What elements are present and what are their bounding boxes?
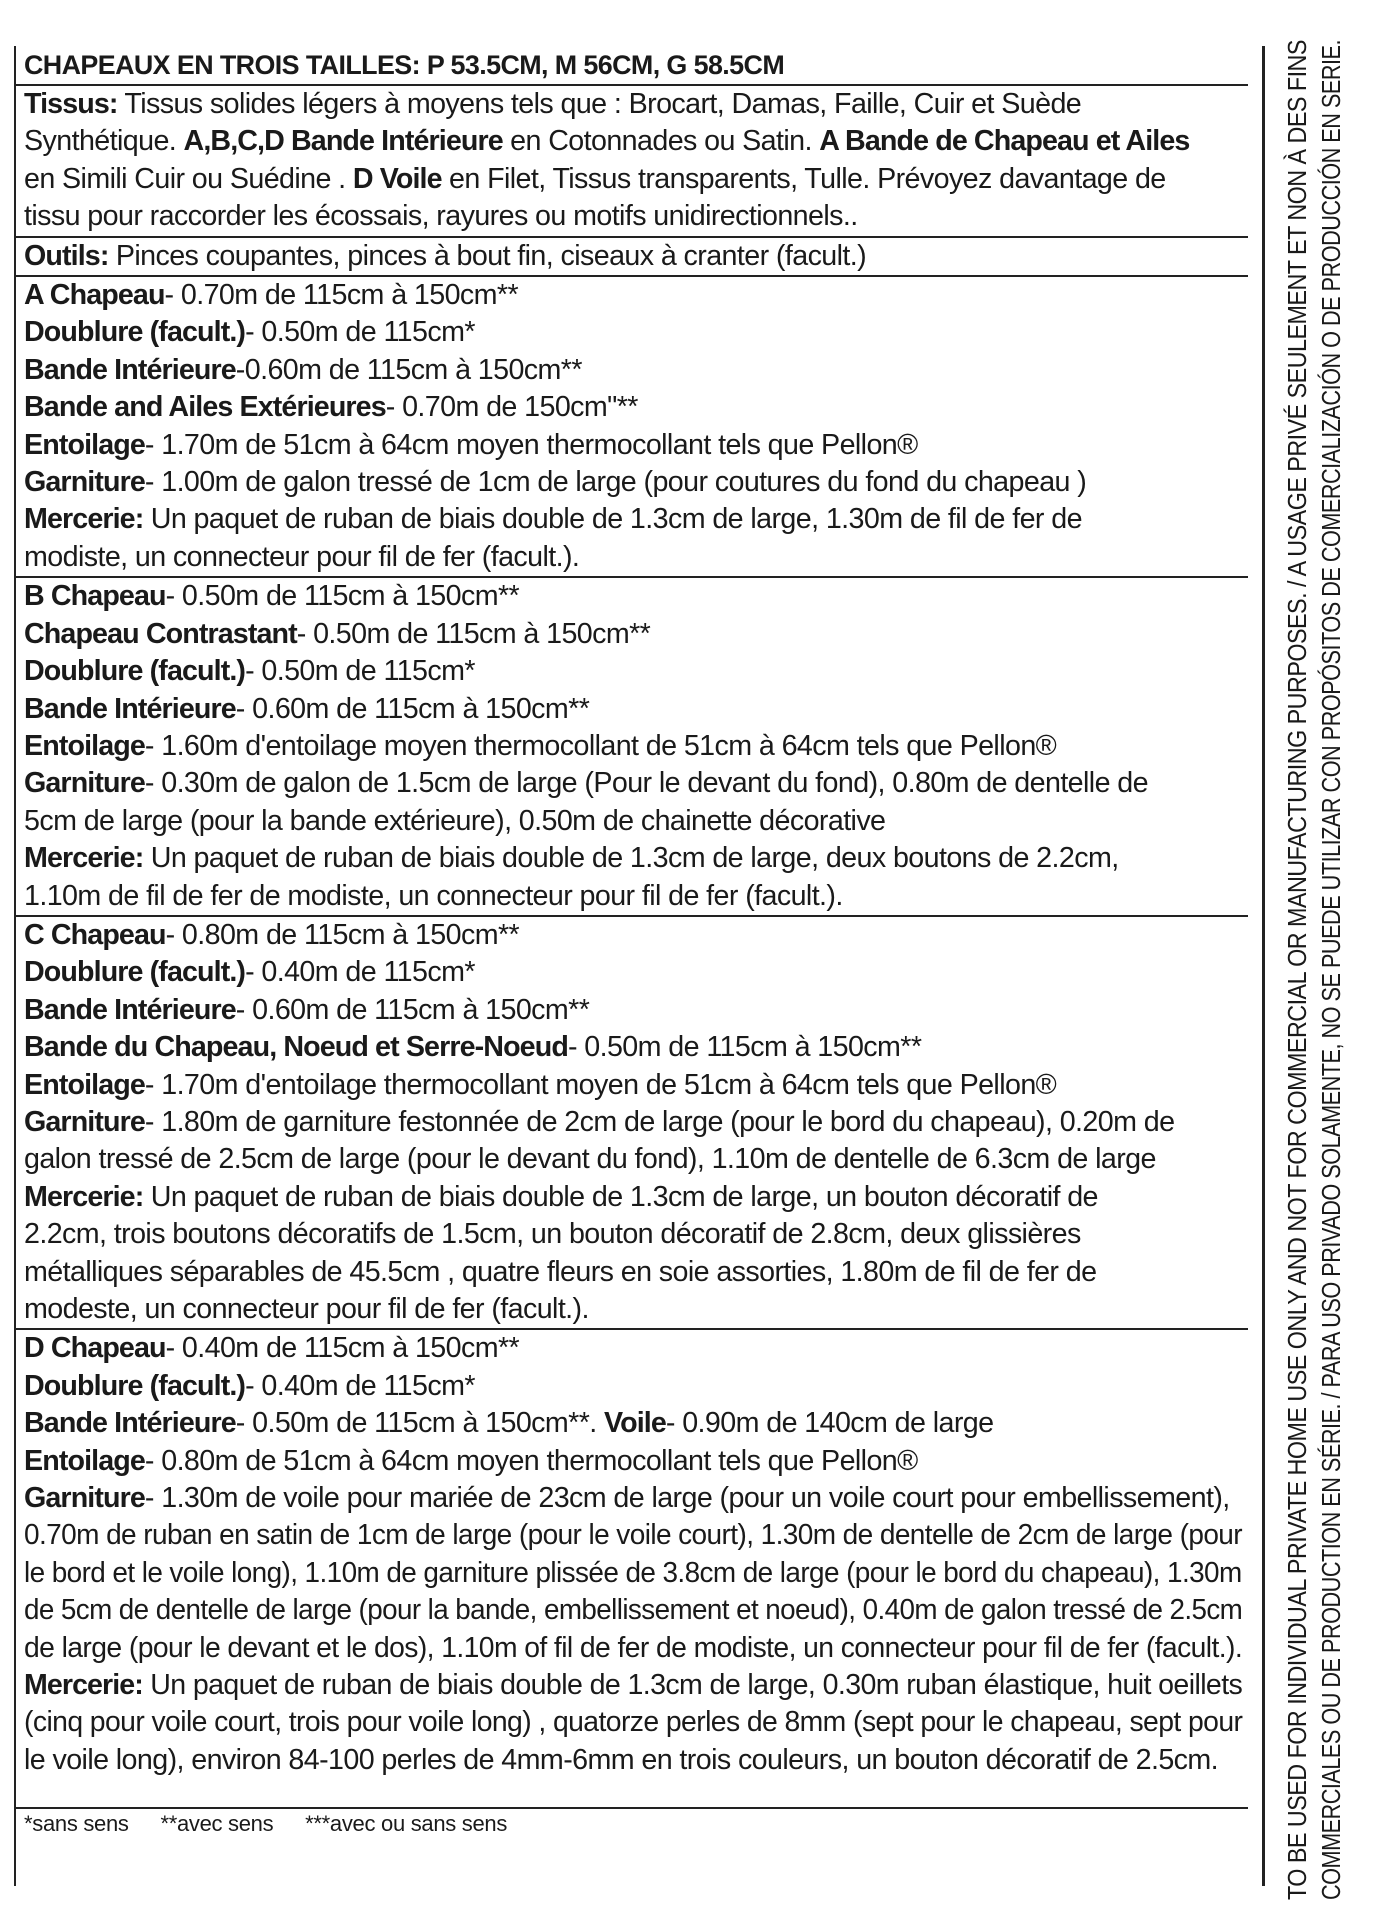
text-run: tissu pour raccorder les écossais, rayures ou motifs unidirectionnels..: [24, 200, 858, 233]
text-line: [24, 123, 1242, 160]
text-run: Un paquet de ruban de biais double de 1.3cm de large, 1.30m de fil de fer de: [143, 503, 1082, 536]
bold-label: C Chapeau: [24, 918, 166, 951]
text-line: [24, 314, 1242, 351]
bold-label: A Chapeau: [24, 279, 165, 312]
text-line: [24, 954, 1242, 991]
usage-disclaimer: [1280, 20, 1348, 1900]
text-line: [24, 389, 1242, 426]
text-line: [24, 1254, 1242, 1291]
text-run: Synthétique.: [24, 125, 184, 158]
text-line: [24, 1216, 1242, 1253]
text-run: Tissus solides légers à moyens tels que : Brocart, Damas, Faille, Cuir et Suède: [117, 88, 1082, 120]
text-line: [24, 765, 1242, 802]
text-run: - 1.30m de voile pour mariée de 23cm de large (pour un voile court pour embellissement),: [144, 1482, 1230, 1515]
text-line: [24, 1555, 1242, 1592]
text-line: [24, 1443, 1242, 1480]
bold-label: Bande Intérieure: [24, 993, 236, 1026]
text-line: [24, 691, 1242, 728]
sizes-title: [16, 46, 1252, 84]
text-run: - 0.70m de 150cm"**: [385, 391, 638, 424]
text-line: [24, 992, 1242, 1029]
text-line: [24, 1067, 1242, 1104]
text-line: [24, 1104, 1242, 1141]
text-line: [24, 1630, 1243, 1667]
text-line: [24, 803, 1242, 840]
text-run: Un paquet de ruban de biais double de 1.3cm de large, un bouton décoratif de: [143, 1180, 1098, 1213]
text-run: - 0.30m de galon de 1.5cm de large (Pour le devant du fond), 0.80m de dentelle de: [144, 767, 1148, 800]
disclaimer-line-2: COMMERCIALES OU DE PRODUCTION EN SÉRIE. / PARA USO PRIVADO SOLAMENTE, NO SE PUEDE UTILIZAR CON PROPÓSITOS DE COMERCIALIZACIÓN O DE PRODUCCIÓN EN SERIE.: [1316, 40, 1346, 1900]
text-line: [24, 352, 1242, 389]
bold-label: Mercerie:: [24, 842, 144, 875]
text-run: en Simili Cuir ou Suédine .: [24, 162, 353, 195]
bold-label: Garniture: [24, 1482, 145, 1515]
bold-label: Entoilage: [24, 1068, 145, 1101]
text-run: - 1.70m d'entoilage thermocollant moyen de 51cm à 64cm tels que Pellon®: [144, 1068, 1057, 1101]
bold-label: Garniture: [24, 466, 145, 499]
bold-label: Bande Intérieure: [24, 1407, 236, 1440]
text-run: modeste, un connecteur pour fil de fer (facult.).: [24, 1293, 589, 1325]
text-run: modiste, un connecteur pour fil de fer (facult.).: [24, 540, 580, 573]
text-line: [24, 1742, 1242, 1779]
text-run: - 1.00m de galon tressé de 1cm de large (pour coutures du fond du chapeau ): [144, 466, 1087, 499]
bold-label: D Voile: [352, 162, 442, 195]
bold-label: Entoilage: [24, 428, 145, 461]
text-run: 0.70m de ruban en satin de 1cm de large (pour le voile court), 1.30m de dentelle de 2cm de large (pour: [24, 1519, 1243, 1552]
bold-label: A,B,C,D Bande Intérieure: [183, 125, 503, 158]
text-line: [24, 616, 1242, 653]
bold-label: A Bande de Chapeau et Ailes: [819, 125, 1190, 158]
right-border-line: [1262, 46, 1265, 1886]
bold-label: Chapeau Contrastant: [24, 617, 297, 650]
view-a-section: [16, 277, 1252, 576]
legend-avec-ou-sans-sens: ***avec ou sans sens: [305, 1811, 508, 1837]
text-line: [24, 1179, 1242, 1216]
text-run: - 0.70m de 115cm à 150cm**: [164, 279, 519, 312]
bold-label: D Chapeau: [24, 1332, 166, 1365]
fabric-direction-legend: [16, 1809, 1252, 1839]
text-run: - 0.90m de 140cm de large: [665, 1407, 994, 1440]
text-line: [24, 653, 1242, 690]
bold-label: Tissus:: [24, 88, 118, 120]
text-run: métalliques séparables de 45.5cm , quatre fleurs en soie assorties, 1.80m de fil de fer de: [24, 1255, 1097, 1288]
text-line: [24, 238, 1242, 275]
bold-label: Mercerie:: [24, 503, 144, 536]
text-line: [24, 1405, 1242, 1442]
text-run: - 0.50m de 115cm*: [245, 655, 475, 688]
text-run: - 0.50m de 115cm à 150cm**: [567, 1031, 922, 1064]
text-line: [24, 501, 1242, 538]
bold-label: Entoilage: [24, 729, 145, 762]
legend-avec-sens: **avec sens: [160, 1811, 274, 1837]
text-run: 2.2cm, trois boutons décoratifs de 1.5cm, un bouton décoratif de 2.8cm, deux glissières: [24, 1218, 1081, 1251]
text-line: [24, 1704, 1243, 1741]
text-line: [24, 277, 1242, 314]
tools-section: [16, 238, 1252, 275]
text-run: de large (pour le devant et le dos), 1.10m of fil de fer de modiste, un connecteur pour fil de fer (facult.).: [24, 1631, 1243, 1664]
bold-label: Doublure (facult.): [24, 1369, 246, 1402]
bold-label: Bande du Chapeau, Noeud et Serre-Noeud: [24, 1031, 568, 1064]
bold-label: Outils:: [24, 239, 109, 272]
text-line: [24, 917, 1242, 954]
text-run: - 0.40m de 115cm*: [245, 1369, 475, 1402]
spacer: [16, 1779, 1252, 1807]
text-run: Un paquet de ruban de biais double de 1.3cm de large, 0.30m ruban élastique, huit oeillets: [142, 1669, 1243, 1702]
text-run: de 5cm de dentelle de large (pour la bande, embellissement et noeud), 0.40m de galon tressé de 2.5cm: [24, 1594, 1243, 1627]
text-line: [24, 728, 1242, 765]
bold-label: Doublure (facult.): [24, 655, 246, 688]
bold-label: Bande and Ailes Extérieures: [24, 391, 386, 424]
text-line: [24, 840, 1242, 877]
text-line: [24, 1141, 1242, 1178]
fabrics-section: [16, 86, 1252, 236]
text-run: le bord et le voile long), 1.10m de garniture plissée de 3.8cm de large (pour le bord du chapeau), 1.30m: [24, 1556, 1242, 1589]
text-run: le voile long), environ 84-100 perles de 4mm-6mm en trois couleurs, un bouton décoratif de 2.5cm.: [24, 1743, 1219, 1776]
text-line: [24, 198, 1242, 235]
text-run: 5cm de large (pour la bande extérieure), 0.50m de chainette décorative: [24, 804, 886, 837]
bold-label: Mercerie:: [24, 1669, 143, 1702]
text-line: [24, 1517, 1243, 1554]
text-run: - 0.80m de 51cm à 64cm moyen thermocollant tels que Pellon®: [144, 1444, 918, 1477]
text-run: - 1.60m d'entoilage moyen thermocollant de 51cm à 64cm tels que Pellon®: [144, 729, 1057, 762]
text-run: - 0.60m de 115cm à 150cm**: [235, 692, 590, 725]
bold-label: Garniture: [24, 1105, 145, 1138]
view-c-section: [16, 917, 1252, 1328]
text-run: galon tressé de 2.5cm de large (pour le devant du fond), 1.10m de dentelle de 6.3cm de large: [24, 1143, 1156, 1176]
text-line: [24, 1480, 1242, 1517]
bold-label: Garniture: [24, 767, 145, 800]
bold-label: Bande Intérieure: [24, 353, 236, 386]
text-run: en Cotonnades ou Satin.: [502, 125, 820, 158]
text-run: - 0.40m de 115cm*: [245, 956, 475, 989]
bold-label: B Chapeau: [24, 580, 166, 613]
text-line: [24, 427, 1242, 464]
text-run: - 0.80m de 115cm à 150cm**: [165, 918, 520, 951]
text-line: [24, 1368, 1242, 1405]
text-run: -0.60m de 115cm à 150cm**: [235, 353, 582, 386]
text-line: [24, 1592, 1243, 1629]
text-run: - 1.80m de garniture festonnée de 2cm de large (pour le bord du chapeau), 0.20m de: [144, 1105, 1175, 1138]
text-line: [24, 86, 1242, 123]
text-run: - 0.40m de 115cm à 150cm**: [165, 1332, 520, 1365]
text-run: Pinces coupantes, pinces à bout fin, ciseaux à cranter (facult.): [108, 239, 867, 272]
disclaimer-line-1: TO BE USED FOR INDIVIDUAL PRIVATE HOME USE ONLY AND NOT FOR COMMERCIAL OR MANUFACTURING PURPOSES. / A USAGE PRIVÉ SEULEMENT ET NON À DES FINS: [1282, 40, 1312, 1900]
text-run: - 0.50m de 115cm à 150cm**.: [235, 1407, 605, 1440]
text-run: - 0.50m de 115cm à 150cm**: [165, 580, 520, 613]
bold-label: Mercerie:: [24, 1180, 144, 1213]
text-run: en Filet, Tissus transparents, Tulle. Prévoyez davantage de: [441, 162, 1166, 195]
view-d-section: [16, 1330, 1252, 1779]
text-line: [24, 1330, 1242, 1367]
text-run: 1.10m de fil de fer de modiste, un connecteur pour fil de fer (facult.).: [24, 879, 843, 912]
text-line: [24, 161, 1242, 198]
bold-label: Doublure (facult.): [24, 316, 246, 349]
text-line: [24, 1291, 1242, 1328]
text-run: - 0.50m de 115cm à 150cm**: [296, 617, 651, 650]
bold-label: Voile: [604, 1407, 666, 1440]
text-run: - 1.70m de 51cm à 64cm moyen thermocollant tels que Pellon®: [144, 428, 918, 461]
sizes-title-text: CHAPEAUX EN TROIS TAILLES: P 53.5CM, M 56CM, G 58.5CM: [24, 50, 785, 80]
text-line: [24, 578, 1242, 615]
bold-label: Bande Intérieure: [24, 692, 236, 725]
text-run: Un paquet de ruban de biais double de 1.3cm de large, deux boutons de 2.2cm,: [143, 842, 1119, 875]
text-line: [24, 878, 1242, 915]
text-line: [24, 539, 1242, 576]
text-line: [24, 1667, 1243, 1704]
view-b-section: [16, 578, 1252, 915]
bold-label: Doublure (facult.): [24, 956, 246, 989]
text-run: (cinq pour voile court, trois pour voile long) , quatorze perles de 8mm (sept pour le chapeau, sept pour: [24, 1706, 1243, 1739]
bold-label: Entoilage: [24, 1444, 145, 1477]
text-line: [24, 464, 1242, 501]
content-frame: [14, 46, 1252, 1886]
text-line: [24, 1029, 1242, 1066]
text-run: - 0.50m de 115cm*: [245, 316, 475, 349]
text-run: - 0.60m de 115cm à 150cm**: [235, 993, 590, 1026]
legend-sans-sens: *sans sens: [24, 1811, 129, 1837]
